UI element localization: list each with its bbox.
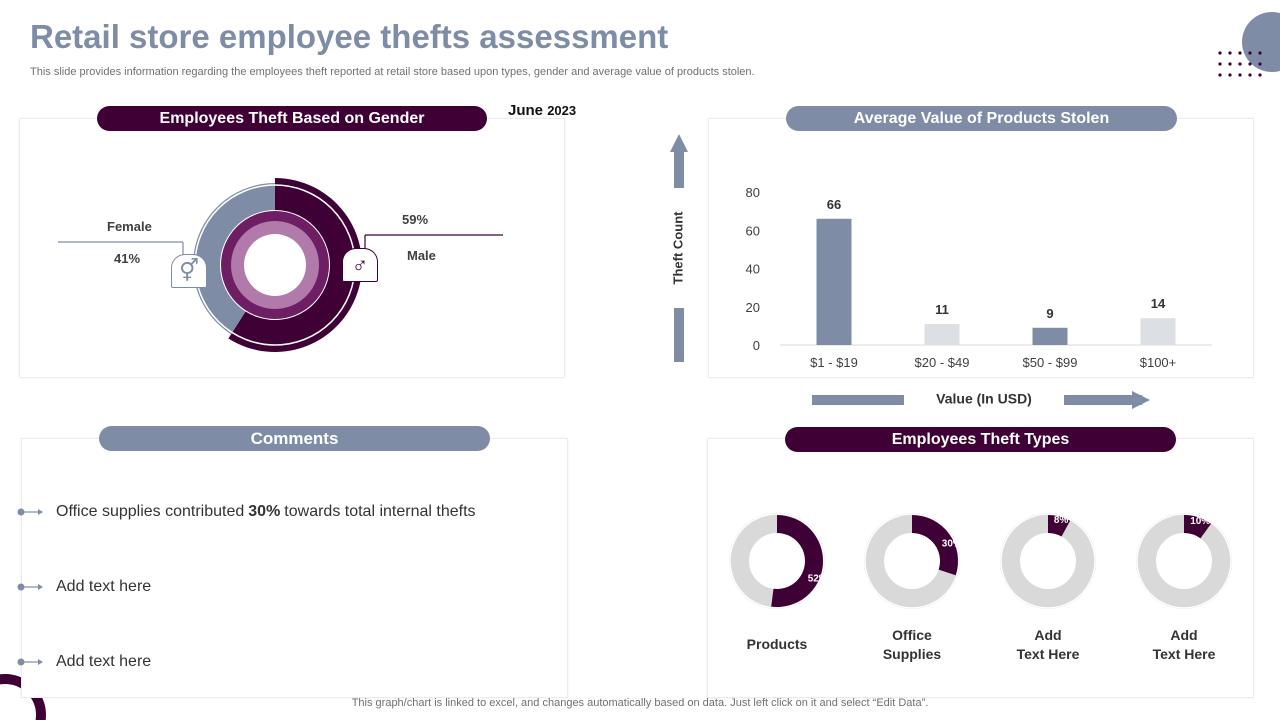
value-bar-chart	[660, 130, 1260, 420]
type-label-line1: Products	[746, 636, 808, 652]
x-tick-label: $100+	[1139, 355, 1177, 370]
comment-item-2	[16, 578, 151, 596]
type-label-3	[988, 626, 1108, 664]
y-tick-label: 60	[745, 223, 760, 239]
type-donut-slice-1	[771, 515, 823, 607]
gender-heading: Employees Theft Based on Gender	[97, 106, 487, 131]
y-axis-arrow-head	[670, 134, 688, 152]
value-heading: Average Value of Products Stolen	[786, 106, 1177, 131]
male-icon: ♂	[342, 248, 378, 282]
bar-2	[925, 324, 960, 345]
y-tick-label: 0	[752, 338, 760, 353]
type-label-4	[1124, 626, 1244, 664]
y-tick-label: 80	[745, 185, 760, 200]
comment-text: Add text here	[56, 653, 152, 670]
type-donut-track	[1010, 523, 1086, 599]
page-title: Retail store employee thefts assessment	[30, 18, 669, 55]
type-donut-track	[1146, 523, 1222, 599]
type-donut-label: 52%	[807, 573, 828, 585]
types-donut-charts	[707, 500, 1254, 620]
donut-hole	[244, 234, 306, 296]
comment-highlight: 30%	[248, 503, 281, 520]
type-label-line1: Add	[1170, 627, 1198, 643]
y-axis-label: Theft Count	[670, 211, 686, 285]
comment-text: Add text here	[56, 578, 152, 595]
page-subtitle: This slide provides information regarding the employees theft reported at retail store based upon types, gender and average value of products stolen.	[30, 66, 755, 78]
type-donut-label: 8%	[1053, 514, 1069, 526]
x-tick-label: $1 - $19	[810, 355, 858, 370]
x-tick-label: $20 - $49	[914, 355, 970, 370]
bar-data-label: 66	[826, 196, 842, 212]
type-label-line2: Text Here	[1152, 646, 1216, 662]
comment-text: Office supplies contributed	[56, 503, 245, 520]
year-text: 2023	[547, 103, 577, 118]
y-tick-label: 40	[745, 261, 760, 277]
bar-4	[1141, 318, 1176, 345]
female-icon: ⚥	[171, 254, 207, 288]
type-label-line2: Text Here	[1016, 646, 1080, 662]
comment-text-end: towards total internal thefts	[284, 503, 476, 520]
type-label-line1: Office	[892, 627, 932, 643]
bullet-arrow-icon	[16, 582, 46, 592]
bar-1	[817, 219, 852, 345]
month-label	[508, 102, 576, 119]
month-text: June	[508, 102, 544, 119]
type-label-line2: Supplies	[882, 646, 942, 662]
x-axis-label: Value (In USD)	[936, 390, 1032, 407]
comment-item-1	[16, 503, 476, 521]
bullet-arrow-icon	[16, 507, 46, 517]
decorative-dots	[1217, 50, 1263, 80]
bar-data-label: 14	[1150, 296, 1166, 312]
type-label-line1: Add	[1034, 627, 1062, 643]
type-donut-label: 10%	[1190, 516, 1211, 528]
y-tick-label: 20	[745, 299, 760, 315]
female-label: Female	[107, 219, 152, 234]
comments-heading: Comments	[99, 426, 490, 451]
male-label: Male	[407, 248, 436, 263]
type-label-2	[852, 626, 972, 664]
type-label-1	[717, 635, 837, 654]
x-axis-arrow-head	[1132, 391, 1150, 409]
bar-3	[1033, 328, 1068, 345]
x-tick-label: $50 - $99	[1022, 355, 1078, 370]
types-heading: Employees Theft Types	[785, 427, 1176, 452]
female-value: 41%	[114, 251, 141, 266]
gender-donut-chart	[0, 120, 565, 380]
comment-item-3	[16, 653, 151, 671]
bar-data-label: 11	[935, 301, 949, 317]
bar-data-label: 9	[1046, 305, 1054, 321]
male-value: 59%	[402, 212, 429, 227]
footnote: This graph/chart is linked to excel, and changes automatically based on data. Just left click on it and select “Edit Data”.	[351, 697, 929, 709]
type-donut-label: 30%	[941, 538, 962, 550]
bullet-arrow-icon	[16, 657, 46, 667]
